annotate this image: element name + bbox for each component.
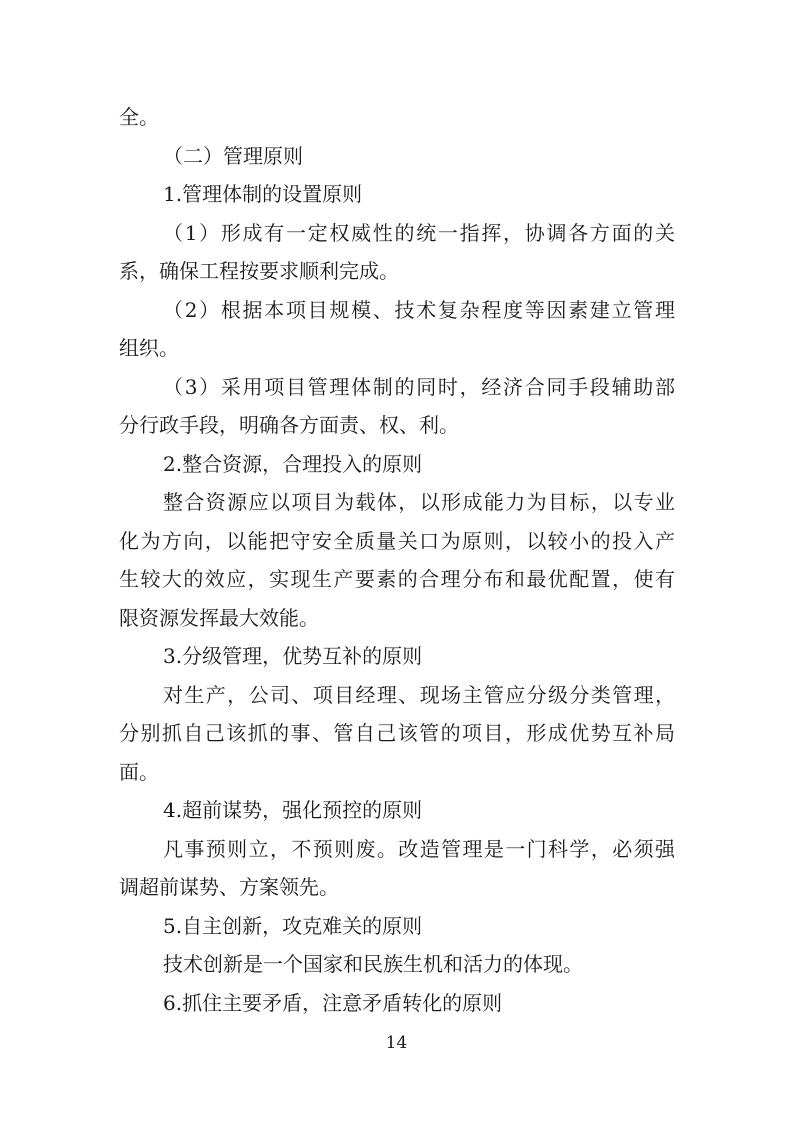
subsection-heading: 6.抓住主要矛盾，注意矛盾转化的原则 [163, 990, 503, 1015]
paragraph-line: 限资源发挥最大效能。 [119, 605, 319, 630]
list-item-line: （1）形成有一定权威性的统一指挥，协调各方面的关 [163, 220, 675, 245]
paragraph-line: 生较大的效应，实现生产要素的合理分布和最优配置，使有 [119, 567, 675, 591]
section-heading: （二）管理原则 [163, 143, 303, 168]
page-number: 14 [385, 1033, 408, 1053]
paragraph-line: 分别抓自己该抓的事、管自己该管的项目，形成优势互补局 [119, 721, 675, 745]
subsection-heading: 5.自主创新，攻克难关的原则 [163, 913, 423, 938]
subsection-heading: 2.整合资源，合理投入的原则 [163, 451, 423, 476]
paragraph-continuation: 全。 [119, 105, 159, 129]
paragraph-line: 对生产，公司、项目经理、现场主管应分级分类管理， [163, 682, 675, 707]
list-item-line: 系，确保工程按要求顺利完成。 [119, 259, 399, 283]
subsection-heading: 3.分级管理，优势互补的原则 [163, 644, 423, 668]
paragraph-line: 化为方向，以能把守安全质量关口为原则，以较小的投入产 [119, 528, 675, 553]
list-item-line: （2）根据本项目规模、技术复杂程度等因素建立管理 [163, 297, 675, 322]
paragraph-line: 技术创新是一个国家和民族生机和活力的体现。 [163, 952, 583, 976]
subsection-heading: 4.超前谋势，强化预控的原则 [163, 798, 423, 822]
document-body [119, 98, 675, 1022]
list-item-line: 分行政手段，明确各方面责、权、利。 [119, 413, 459, 437]
paragraph-line: 面。 [119, 759, 159, 784]
paragraph-line: 整合资源应以项目为载体，以形成能力为目标，以专业 [163, 490, 675, 514]
paragraph-line: 调超前谋势、方案领先。 [119, 875, 339, 899]
list-item-line: 组织。 [119, 336, 179, 360]
paragraph-line: 凡事预则立，不预则废。改造管理是一门科学，必须强 [163, 836, 675, 861]
subsection-heading: 1.管理体制的设置原则 [163, 182, 363, 206]
list-item-line: （3）采用项目管理体制的同时，经济合同手段辅助部 [163, 374, 675, 399]
